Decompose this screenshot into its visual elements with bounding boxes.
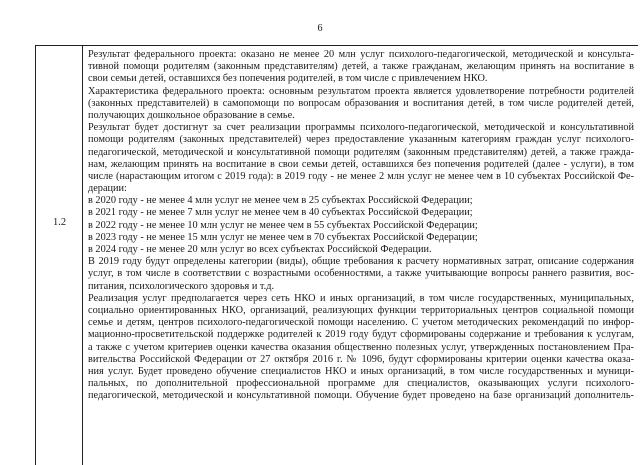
text-line: социально ориентированных НКО, организаций, реализующих функции территориальных центров социальной помощи [88, 304, 634, 316]
text-line: В 2019 году будут определены категории (виды), общие требования к расчету нормативных затрат, описание содержания [88, 256, 634, 268]
text-line: Результат будет достигнут за счет реализации программы психолого-педагогической, методической и консультативной [88, 122, 634, 134]
text-line: помощи родителям (законных представителей) через предоставление указанным категориям граждан услуг психолого- [88, 134, 634, 146]
text-line: питания, психологического здоровья и т.д. [88, 280, 275, 292]
text-line: в 2021 году - не менее 7 млн услуг не менее чем в 40 субъектах Российской Федерации; [88, 207, 473, 219]
text-line: в 2022 году - не менее 10 млн услуг не менее чем в 55 субъектах Российской Федерации; [88, 219, 478, 231]
text-line: получающих дошкольное образование в семье. [88, 109, 295, 121]
page-number: 6 [317, 23, 323, 34]
text-line: семье и детям, центров психолого-педагогической помощи населению. С учетом методических рекомендаций по инфор- [88, 317, 634, 329]
text-line: в 2024 году - не менее 20 млн услуг во всех субъектах Российской Федерации. [88, 244, 432, 255]
text-line: в 2020 году - не менее 4 млн услуг не менее чем в 25 субъектах Российской Федерации; [88, 195, 473, 207]
text-line: (законных представителей) в самопомощи по вопросам образования и воспитания детей, в том числе родителей детей, [88, 97, 634, 109]
text-line: пальных, по дополнительной профессиональной программе для специалистов, оказывающих услуги психолого- [88, 378, 634, 390]
text-line: услуг, в том числе в соответствии с возрастными особенностями, а также учитывающие вопросы раннего развития, вос- [88, 268, 634, 280]
text-line: дерации: [88, 183, 127, 195]
row-text-cell [84, 46, 638, 465]
text-line: свои семьи детей, оставшихся без попечения родителей, в том числе с привлечением НКО. [88, 73, 488, 85]
text-line: числе (нарастающим итогом с 2019 года): в 2019 году - не менее 2 млн услуг не менее чем в 10 субъектах Российской Фе- [88, 170, 634, 182]
text-line: педагогической, методической и консультативной помощи. Обучение будет проведено на базе организаций дополнитель- [88, 390, 634, 402]
text-line: в 2023 году - не менее 15 млн услуг не менее чем в 70 субъектах Российской Федерации; [88, 231, 478, 243]
content-table [35, 45, 638, 465]
row-number: 1.2 [52, 217, 67, 228]
text-line: Реализация услуг предполагается через сеть НКО и иных организаций, в том числе государственных, муниципальных, [88, 292, 634, 304]
text-line: а также с учетом критериев оценки качества оказания общественно полезных услуг, утвержденных постановлением Пра- [88, 341, 634, 353]
text-line: ния услуг. Будет проведено обучение специалистов НКО и иных организаций, в том числе государственных и муници- [88, 365, 634, 377]
text-line: вительства Российской Федерации от 27 октября 2016 г. № 1096, будут сформированы критерии оценки качества оказа- [88, 353, 634, 365]
text-line: педагогической, методической и консультативной помощи родителям (законным представителям) детей, а также гражда- [88, 146, 634, 158]
row-number-column [36, 46, 83, 465]
text-line: нам, желающим принять на воспитание в свои семьи детей, оставшихся без попечения родителей (далее - услуги), в том [88, 158, 634, 170]
text-line: мационно-просветительской поддержке родителей к 2019 году будут сформированы содержание и требования к услугам, [88, 329, 634, 341]
text-line: Характеристика федерального проекта: основным результатом проекта является удовлетворение потребности родителей [88, 85, 634, 97]
text-line: тивной помощи родителям (законным представителям) детей, а также гражданам, желающим принять на воспитание в [88, 61, 634, 73]
text-line: Результат федерального проекта: оказано не менее 20 млн услуг психолого-педагогической, методической и консульта- [88, 49, 634, 60]
